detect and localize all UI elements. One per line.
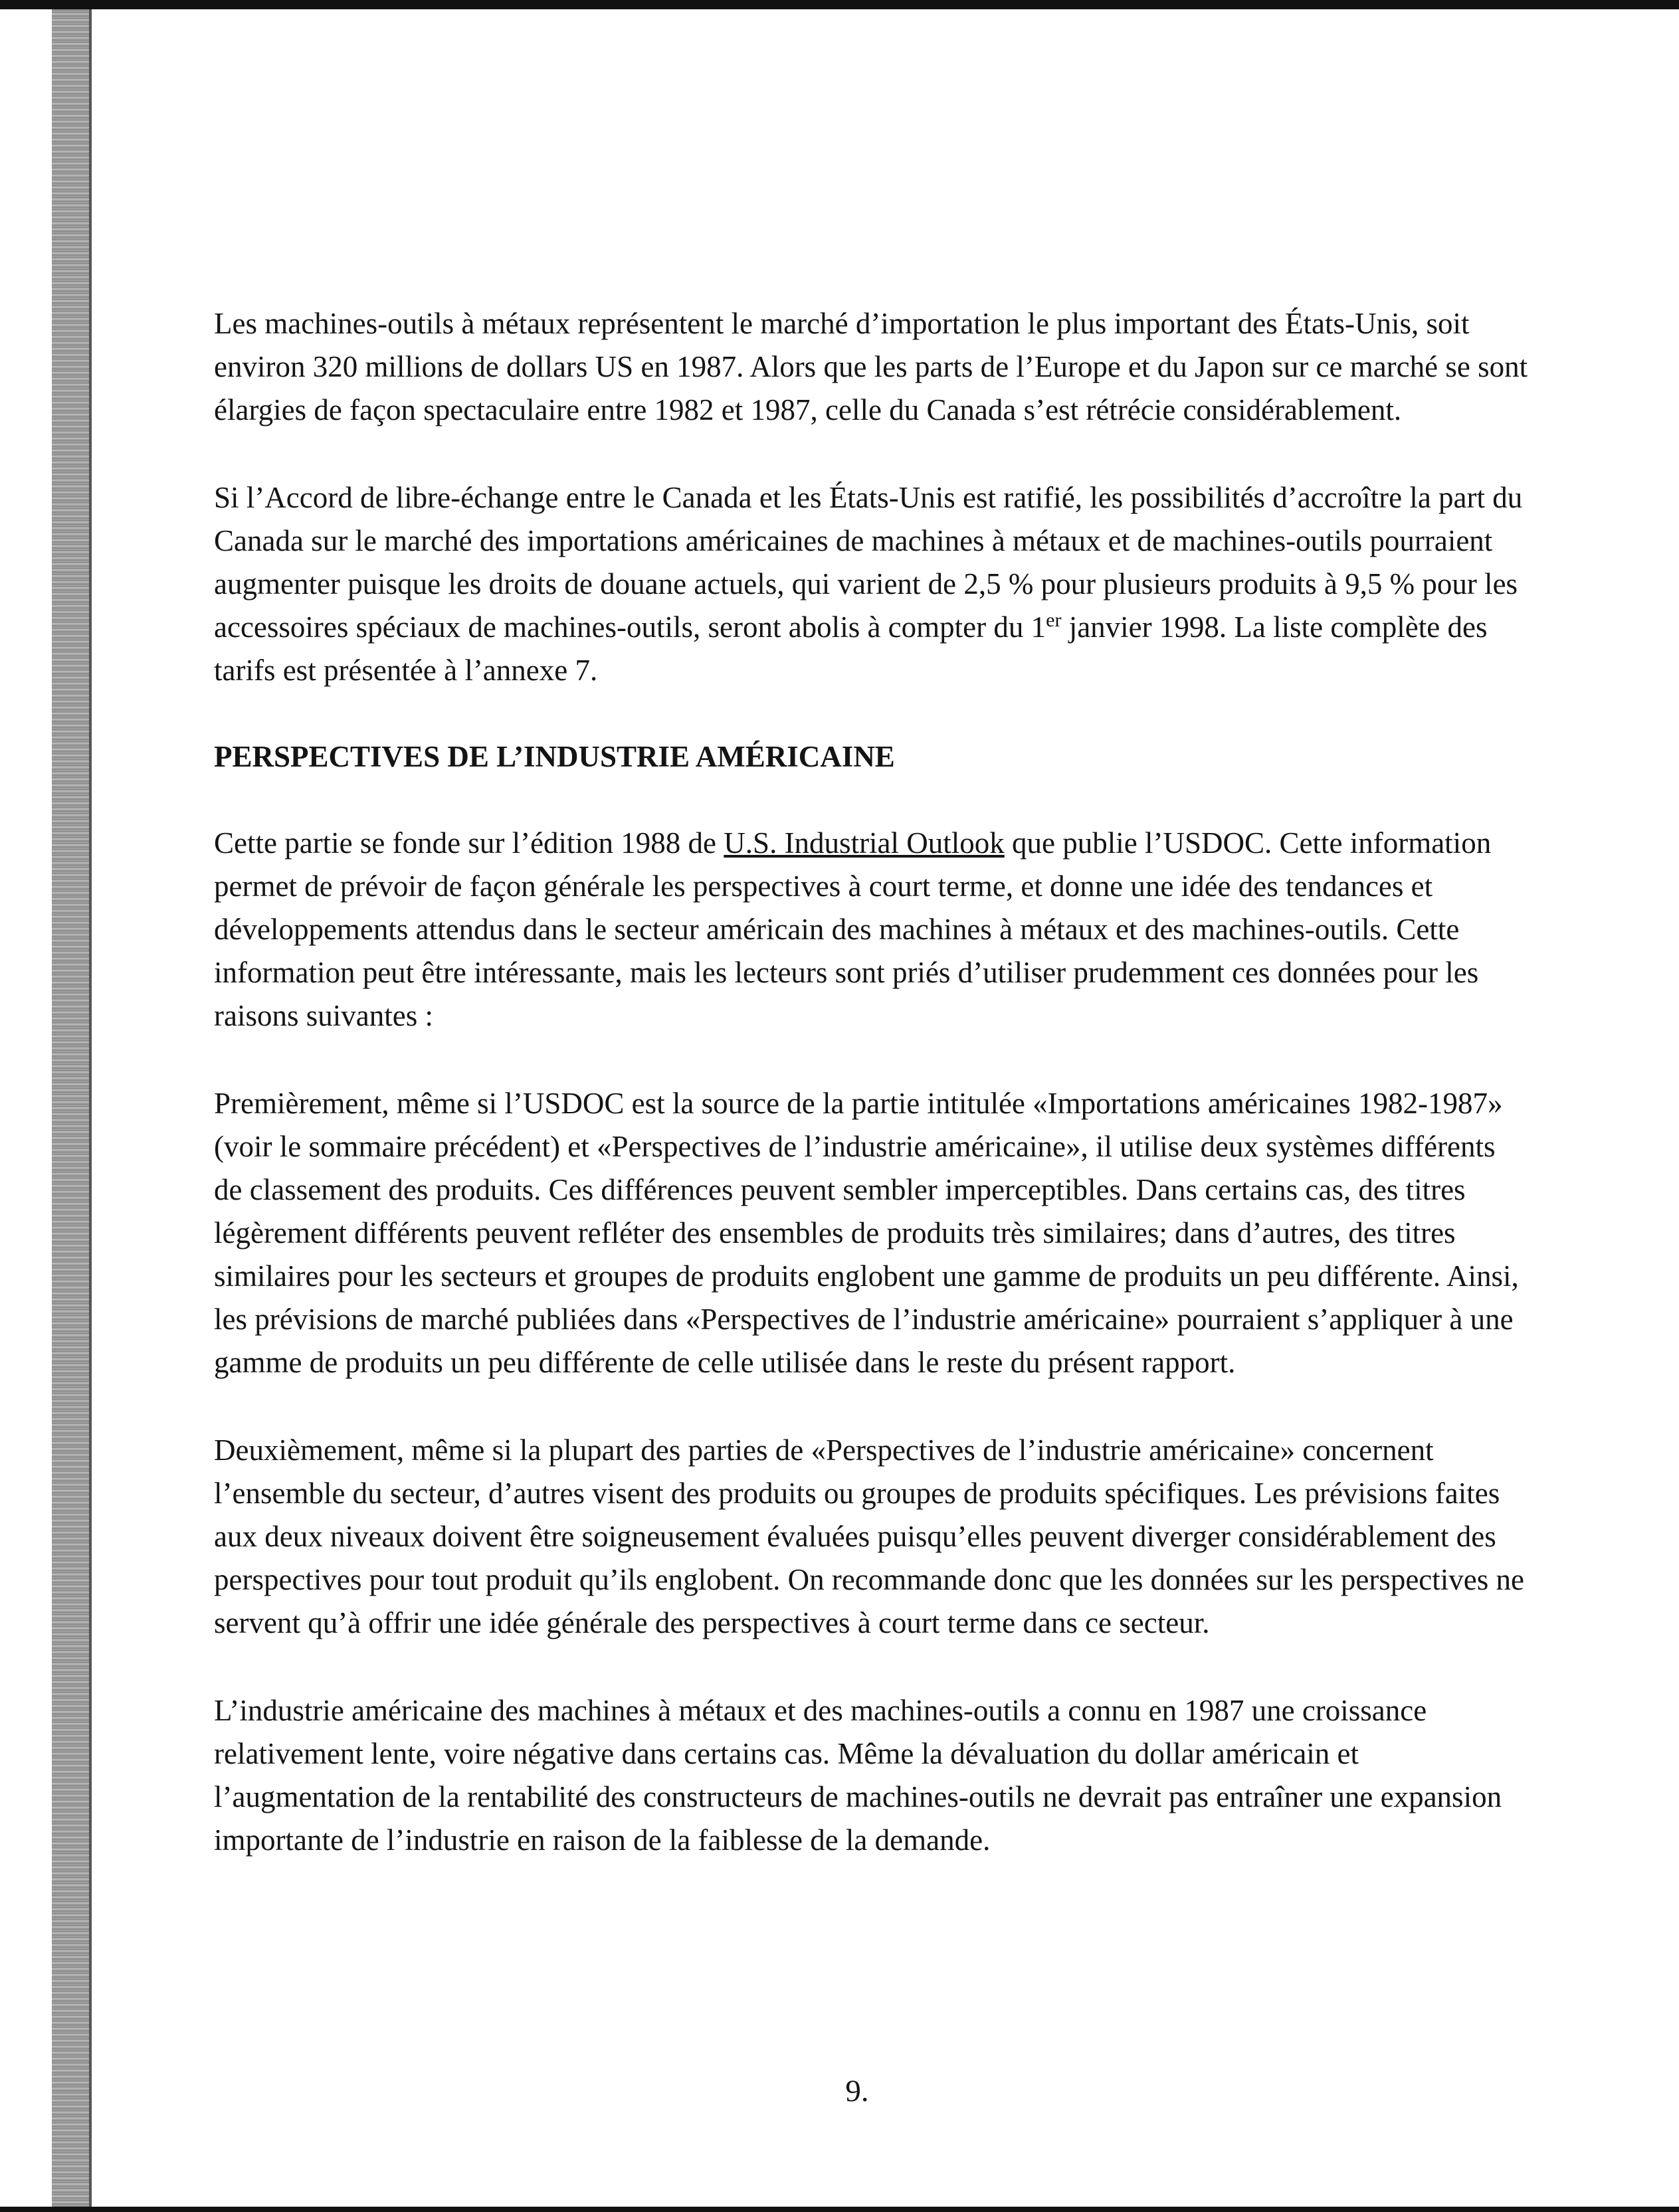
paragraph-import-market-text: Les machines-outils à métaux représentent le marché d’importation le plus important des États-Unis, soit environ 320 millions de dollars US en 1987. Alors que les parts de l’Europe et du Japon sur ce marché se sont élargies de façon spectaculaire entre 1982 et 1987, celle du Canada s’est rétrécie considérablement.: [214, 307, 1528, 426]
scan-border-bottom: [0, 2207, 1679, 2212]
ordinal-superscript: er: [1046, 609, 1062, 631]
page-number: 9.: [845, 2074, 869, 2108]
scan-binding-shadow: [89, 9, 92, 2212]
paragraph-outlook-source-text-end: que publie l’USDOC. Cette information permet de prévoir de façon générale les perspectives à court terme, et donne une idée des tendances et développements attendus dans le secteur américain des machines à métaux et des machines-outils. Cette information peut être intéressante, mais les lecteurs sont priés d’utiliser prudemment ces données pour les raisons suivantes :: [214, 826, 1492, 1032]
paragraph-second-reason: [214, 1429, 1530, 1645]
paragraph-free-trade-text: Si l’Accord de libre-échange entre le Canada et les États-Unis est ratifié, les possibilités d’accroître la part du Canada sur le marché des importations américaines de machines à métaux et de machines-outils pourraient augmenter puisque les droits de douane actuels, qui varient de 2,5 % pour plusieurs produits à 9,5 % pour les accessoires spéciaux de machines-outils, seront abolis à compter du 1: [214, 481, 1523, 644]
paragraph-free-trade: [214, 476, 1530, 692]
publication-title: U.S. Industrial Outlook: [724, 826, 1005, 860]
section-heading: PERSPECTIVES DE L’INDUSTRIE AMÉRICAINE: [214, 740, 895, 773]
paragraph-free-trade-text-end: janvier 1998. La liste complète des tarifs est présentée à l’annexe 7.: [214, 610, 1488, 687]
paragraph-import-market: [214, 302, 1530, 432]
paragraph-first-reason: [214, 1082, 1530, 1384]
paragraph-industry-growth-text: L’industrie américaine des machines à métaux et des machines-outils a connu en 1987 une croissance relativement lente, voire négative dans certains cas. Même la dévaluation du dollar américain et l’augmentation de la rentabilité des constructeurs de machines-outils ne devrait pas entraîner une expansion importante de l’industrie en raison de la faiblesse de la demande.: [214, 1694, 1502, 1857]
paragraph-outlook-source: [214, 822, 1530, 1038]
paragraph-outlook-source-text: Cette partie se fonde sur l’édition 1988 de: [214, 826, 724, 860]
scan-binding-edge: [52, 9, 89, 2212]
paragraph-industry-growth: [214, 1689, 1530, 1862]
paragraph-first-reason-text: Premièrement, même si l’USDOC est la source de la partie intitulée «Importations américaines 1982-1987» (voir le sommaire précédent) et «Perspectives de l’industrie américaine», il utilise deux systèmes différents de classement des produits. Ces différences peuvent sembler imperceptibles. Dans certains cas, des titres légèrement différents peuvent refléter des ensembles de produits très similaires; dans d’autres, des titres similaires pour les secteurs et groupes de produits englobent une gamme de produits un peu différente. Ainsi, les prévisions de marché publiées dans «Perspectives de l’industrie américaine» pourraient s’appliquer à une gamme de produits un peu différente de celle utilisée dans le reste du présent rapport.: [214, 1087, 1519, 1379]
paragraph-second-reason-text: Deuxièmement, même si la plupart des parties de «Perspectives de l’industrie américaine» concernent l’ensemble du secteur, d’autres visent des produits ou groupes de produits spécifiques. Les prévisions faites aux deux niveaux doivent être soigneusement évaluées puisqu’elles peuvent diverger considérablement des perspectives pour tout produit qu’ils englobent. On recommande donc que les données sur les perspectives ne servent qu’à offrir une idée générale des perspectives à court terme dans ce secteur.: [214, 1433, 1524, 1639]
document-body: [214, 302, 1530, 1906]
scan-border-top: [0, 0, 1679, 9]
